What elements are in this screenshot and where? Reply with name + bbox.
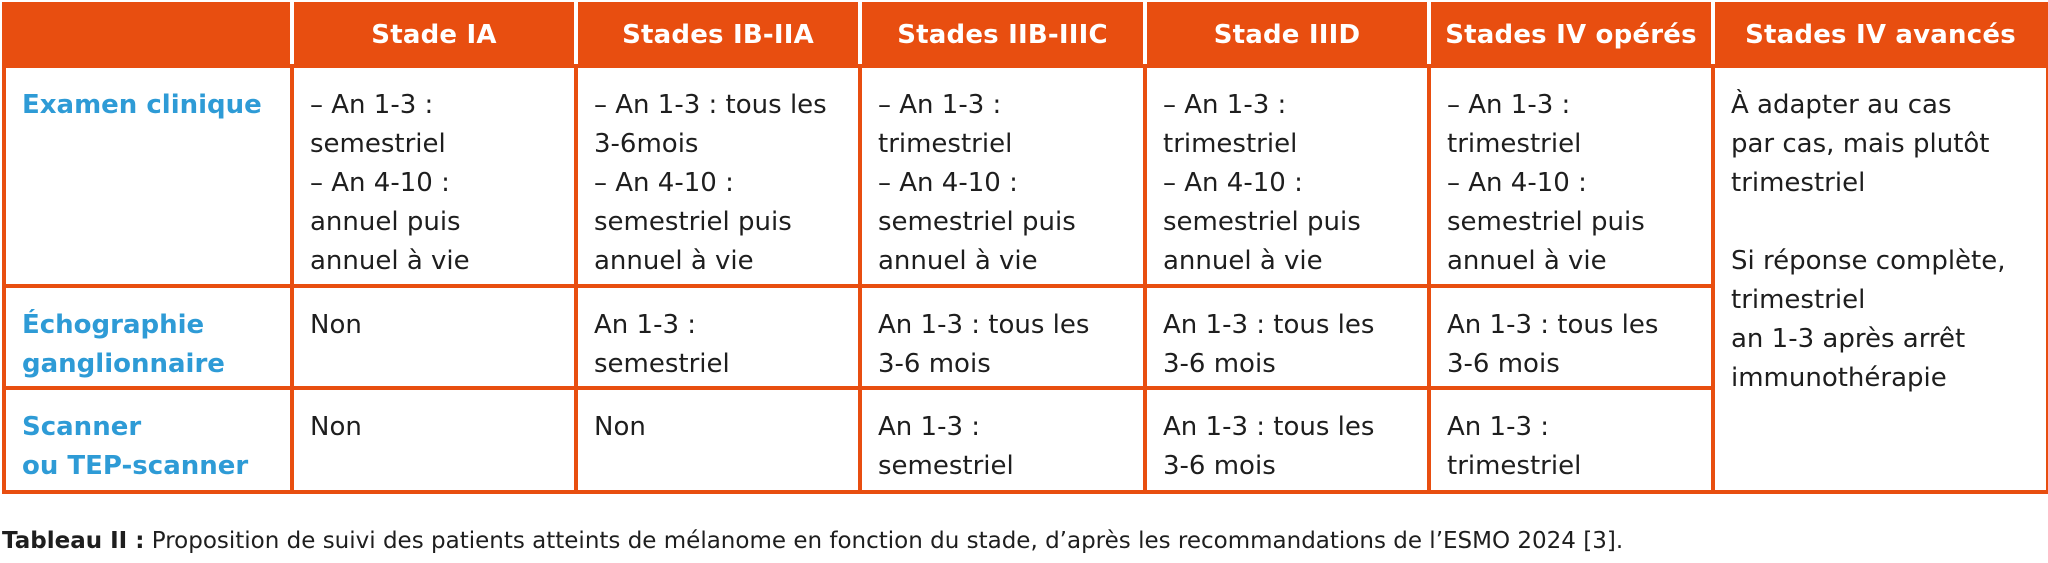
- cell-line: trimestriel: [1447, 451, 1582, 481]
- follow-up-table-container: [2, 2, 2046, 490]
- cell-line: semestriel: [878, 451, 1014, 481]
- header-stades-iib-iiic: Stades IIB-IIIC: [860, 4, 1145, 66]
- table-cell: [1145, 66, 1429, 286]
- table-cell: [292, 388, 576, 492]
- cell-line: semestriel puis: [1163, 207, 1361, 237]
- cell-line: – An 1-3 :: [1163, 90, 1287, 120]
- table-cell: [1429, 286, 1713, 388]
- cell-line: 3-6 mois: [878, 349, 991, 379]
- table-cell: [292, 66, 576, 286]
- follow-up-table: [2, 2, 2048, 494]
- cell-line: annuel à vie: [310, 246, 470, 276]
- advanced-stage-cell: [1713, 66, 2048, 492]
- table-cell: [860, 66, 1145, 286]
- cell-line: trimestriel: [1447, 129, 1582, 159]
- table-cell: [1429, 388, 1713, 492]
- cell-line: – An 4-10 :: [878, 168, 1018, 198]
- cell-line: An 1-3 : tous les: [878, 310, 1090, 340]
- cell-line: Non: [310, 310, 362, 340]
- cell-line: An 1-3 :: [594, 310, 697, 340]
- table-cell: [576, 388, 860, 492]
- cell-line: trimestriel: [1731, 285, 1866, 315]
- table-cell: [860, 388, 1145, 492]
- header-corner: [4, 4, 292, 66]
- header-stades-iv-operes: Stades IV opérés: [1429, 4, 1713, 66]
- cell-line: annuel à vie: [594, 246, 754, 276]
- table-cell: [1429, 66, 1713, 286]
- cell-line: An 1-3 :: [878, 412, 981, 442]
- cell-line: annuel à vie: [1163, 246, 1323, 276]
- cell-line: semestriel: [594, 349, 730, 379]
- table-cell: [860, 286, 1145, 388]
- cell-line: Non: [310, 412, 362, 442]
- cell-line: par cas, mais plutôt: [1731, 129, 1990, 159]
- cell-line: an 1-3 après arrêt: [1731, 324, 1966, 354]
- cell-line: annuel puis: [310, 207, 461, 237]
- cell-line: – An 1-3 :: [310, 90, 434, 120]
- header-stades-ib-iia: Stades IB-IIA: [576, 4, 860, 66]
- cell-line: – An 1-3 :: [1447, 90, 1571, 120]
- cell-line: 3-6mois: [594, 129, 699, 159]
- cell-line: – An 4-10 :: [1163, 168, 1303, 198]
- cell-line: annuel à vie: [878, 246, 1038, 276]
- table-cell: [576, 286, 860, 388]
- cell-line: Non: [594, 412, 646, 442]
- cell-line: semestriel puis: [1447, 207, 1645, 237]
- caption-text: Proposition de suivi des patients atteints de mélanome en fonction du stade, d’après les recommandations de l’ESMO 2024 [3].: [144, 528, 1624, 554]
- cell-line: – An 4-10 :: [310, 168, 450, 198]
- cell-line: An 1-3 :: [1447, 412, 1550, 442]
- header-stade-iiid: Stade IIID: [1145, 4, 1429, 66]
- row-header-examen-clinique: [4, 66, 292, 286]
- cell-line: 3-6 mois: [1163, 349, 1276, 379]
- cell-line: – An 4-10 :: [594, 168, 734, 198]
- table-row: [4, 66, 2048, 286]
- cell-line: trimestriel: [1163, 129, 1298, 159]
- cell-line: semestriel puis: [594, 207, 792, 237]
- table-cell: [292, 286, 576, 388]
- cell-line: Si réponse complète,: [1731, 246, 2006, 276]
- row-header-line: ou TEP-scanner: [22, 451, 249, 481]
- row-header-line: Échographie: [22, 310, 205, 340]
- header-row: [4, 4, 2048, 66]
- cell-line: À adapter au cas: [1731, 90, 1952, 120]
- cell-line: 3-6 mois: [1447, 349, 1560, 379]
- cell-line: – An 1-3 : tous les: [594, 90, 827, 120]
- cell-line: – An 1-3 :: [878, 90, 1002, 120]
- header-stade-ia: Stade IA: [292, 4, 576, 66]
- cell-line: immunothérapie: [1731, 363, 1947, 393]
- row-header-echographie: [4, 286, 292, 388]
- row-header-line: ganglionnaire: [22, 349, 225, 379]
- table-cell: [1145, 286, 1429, 388]
- cell-line: An 1-3 : tous les: [1447, 310, 1659, 340]
- cell-line: semestriel puis: [878, 207, 1076, 237]
- row-header-scanner: [4, 388, 292, 492]
- cell-line: 3-6 mois: [1163, 451, 1276, 481]
- table-caption: [2, 528, 1623, 554]
- caption-label: Tableau II :: [2, 528, 145, 554]
- header-stades-iv-avances: Stades IV avancés: [1713, 4, 2048, 66]
- cell-line: semestriel: [310, 129, 446, 159]
- cell-line: trimestriel: [1731, 168, 1866, 198]
- cell-line: trimestriel: [878, 129, 1013, 159]
- cell-line: An 1-3 : tous les: [1163, 310, 1375, 340]
- cell-line: An 1-3 : tous les: [1163, 412, 1375, 442]
- cell-line: – An 4-10 :: [1447, 168, 1587, 198]
- row-header-line: Scanner: [22, 412, 142, 442]
- row-header-line: Examen clinique: [22, 90, 262, 120]
- cell-line: annuel à vie: [1447, 246, 1607, 276]
- table-cell: [576, 66, 860, 286]
- table-cell: [1145, 388, 1429, 492]
